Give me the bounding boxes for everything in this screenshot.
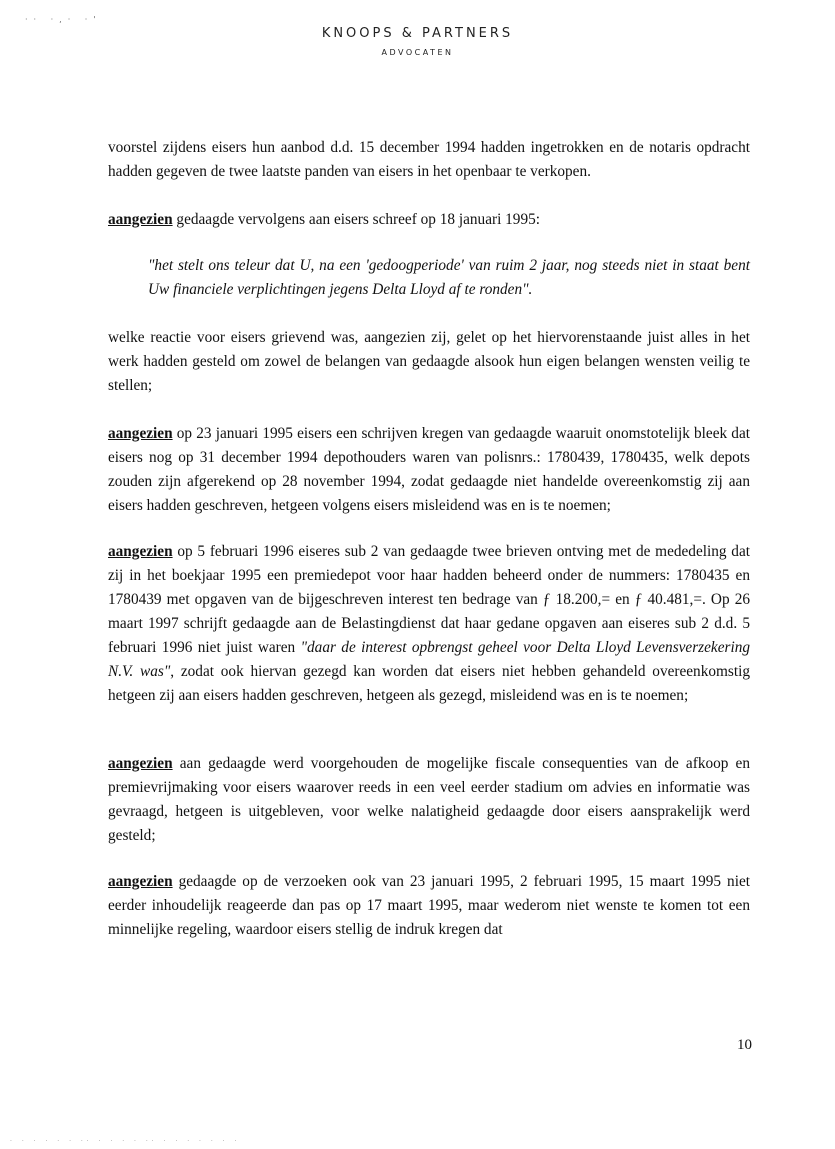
paragraph-text: , zodat ook hiervan gezegd kan worden dat eisers niet hebben gehandeld overeenkomstig hetgeen zij aan eisers hadden geschreven, hetgeen als gezegd, misleidend was en is te noemen; (108, 663, 750, 704)
document-body (108, 136, 750, 942)
firm-subtitle: ADVOCATEN (381, 48, 454, 57)
paragraph-aangezien-1 (108, 208, 750, 232)
paragraph-text: op 5 februari 1996 eiseres sub 2 van gedaagde twee brieven ontving met de mededeling dat zij in het boekjaar 1995 een premiedepot voor haar hadden beheerd onder de nummers: 1780435 en 1780439 met opgaven van de bijgeschreven interest ten bedrage van ƒ 18.200,= en ƒ 40.481,=. Op 26 maart 1997 schrijft gedaagde aan de Belastingdienst dat haar gedane opgaven aan eiseres sub 2 d.d. 5 februari 1996 niet juist waren (108, 543, 750, 656)
paragraph-aangezien-5 (108, 870, 750, 942)
paragraph-text: gedaagde op de verzoeken ook van 23 januari 1995, 2 februari 1995, 15 maart 1995 niet eerder inhoudelijk reageerde dan pas op 17 maart 1995, maar wederom niet wenste te komen tot een minnelijke regeling, waardoor eisers stellig de indruk kregen dat (108, 873, 750, 938)
paragraph-text: op 23 januari 1995 eisers een schrijven kregen van gedaagde waaruit onomstotelijk bleek dat eisers nog op 31 december 1994 depothouders waren van polisnrs.: 1780439, 1780435, welk depots zouden zijn afgerekend op 28 november 1994, zodat gedaagde niet handelde overeenkomstig zij aan eisers hadden geschreven, hetgeen volgens eisers misleidend was en is te noemen; (108, 425, 750, 514)
paragraph-aangezien-2 (108, 422, 750, 518)
page-number: 10 (737, 1037, 752, 1053)
keyword-aangezien: aangezien (108, 425, 173, 442)
inline-quote: "daar de interest opbrengst geheel voor Delta Lloyd Levensverzekering N.V. was" (108, 639, 750, 680)
letterhead (0, 26, 835, 57)
block-quote: "het stelt ons teleur dat U, na een 'gedoogperiode' van ruim 2 jaar, nog steeds niet in staat bent Uw financiele verplichtingen jegens Delta Lloyd af te ronden". (148, 257, 750, 298)
paragraph-text: gedaagde vervolgens aan eisers schreef op 18 januari 1995: (172, 211, 541, 228)
keyword-aangezien: aangezien (108, 211, 173, 228)
firm-name: KNOOPS & PARTNERS (321, 26, 514, 41)
keyword-aangezien: aangezien (108, 755, 173, 772)
keyword-aangezien: aangezien (108, 543, 173, 560)
paragraph-continuation: voorstel zijdens eisers hun aanbod d.d. 15 december 1994 hadden ingetrokken en de notaris opdracht hadden gegeven de twee laatste panden van eisers in het openbaar te verkopen. (108, 139, 750, 180)
scan-artifact: · · · · · · ·· · · · · ·· · · · · · · · (10, 1138, 241, 1145)
paragraph-text: aan gedaagde werd voorgehouden de mogelijke fiscale consequenties van de afkoop en premievrijmaking voor eisers waarover reeds in een veel eerder stadium om advies en informatie was gevraagd, hetgeen is uitgebleven, voor welke nalatigheid gedaagde door eisers aansprakelijk werd gesteld; (108, 755, 750, 844)
keyword-aangezien: aangezien (108, 873, 173, 890)
paragraph-aangezien-3 (108, 540, 750, 708)
paragraph-reactie: welke reactie voor eisers grievend was, aangezien zij, gelet op het hiervorenstaande juist alles in het werk hadden gesteld om zowel de belangen van gedaagde alsook hun eigen belangen wensten veilig te stellen; (108, 329, 750, 394)
scan-artifact: ·· ·,· ·' (25, 15, 102, 24)
paragraph-aangezien-4 (108, 752, 750, 848)
